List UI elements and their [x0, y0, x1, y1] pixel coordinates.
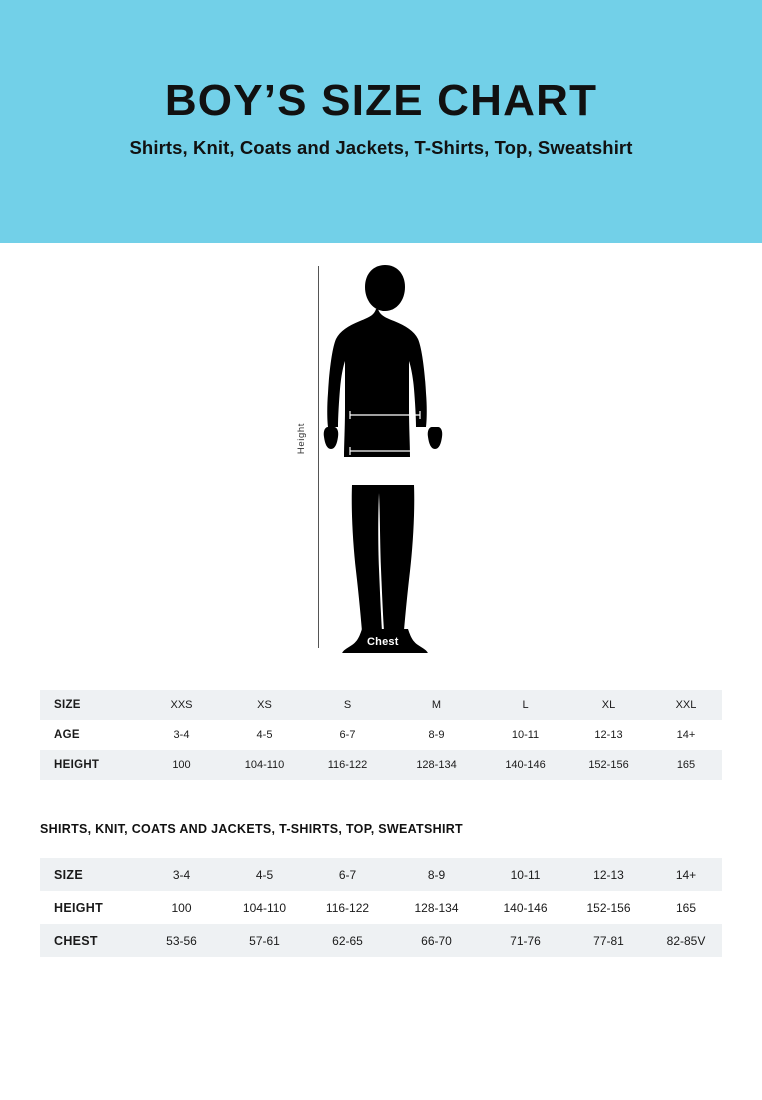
table-cell: XL — [567, 690, 650, 720]
waist-measure-label: Waist — [374, 673, 404, 685]
table-cell: 12-13 — [567, 720, 650, 750]
figure-area — [0, 243, 762, 685]
table-cell: 53-56 — [140, 924, 223, 957]
table-cell: 152-156 — [567, 750, 650, 780]
table-cell: 100 — [140, 891, 223, 924]
table-row — [40, 750, 722, 780]
chest-measure-label: Chest — [367, 636, 399, 648]
height-axis-label: Height — [296, 423, 307, 455]
section-title: SHIRTS, KNIT, COATS AND JACKETS, T-SHIRTS, TOP, SWEATSHIRT — [40, 822, 463, 836]
table-row — [40, 891, 722, 924]
table-cell: XS — [223, 690, 306, 720]
size-age-height-table — [40, 690, 722, 780]
table-cell: 3-4 — [140, 720, 223, 750]
table-cell: 8-9 — [389, 720, 484, 750]
row-header: HEIGHT — [40, 750, 140, 780]
table-cell: 116-122 — [306, 750, 389, 780]
table-cell: 14+ — [650, 720, 722, 750]
table-cell: 6-7 — [306, 858, 389, 891]
table-cell: 4-5 — [223, 720, 306, 750]
table-row — [40, 690, 722, 720]
height-axis-line — [318, 266, 319, 648]
boy-silhouette-icon — [320, 263, 450, 653]
table-cell: 116-122 — [306, 891, 389, 924]
page-subtitle: Shirts, Knit, Coats and Jackets, T-Shirts, Top, Sweatshirt — [129, 137, 633, 159]
table-cell: 77-81 — [567, 924, 650, 957]
page-title: BOY’S SIZE CHART — [164, 76, 598, 125]
table-cell: 10-11 — [484, 720, 567, 750]
table-cell: 165 — [650, 750, 722, 780]
table-cell: 14+ — [650, 858, 722, 891]
table-cell: 12-13 — [567, 858, 650, 891]
table-row — [40, 720, 722, 750]
row-header: SIZE — [40, 690, 140, 720]
table-cell: 165 — [650, 891, 722, 924]
size-height-chest-table — [40, 858, 722, 957]
table-cell: 104-110 — [223, 750, 306, 780]
table-cell: 10-11 — [484, 858, 567, 891]
table-cell: 62-65 — [306, 924, 389, 957]
table-cell: L — [484, 690, 567, 720]
table-cell: 100 — [140, 750, 223, 780]
table-row — [40, 858, 722, 891]
table-cell: 128-134 — [389, 750, 484, 780]
table-cell: M — [389, 690, 484, 720]
row-header: SIZE — [40, 858, 140, 891]
table-cell: 104-110 — [223, 891, 306, 924]
table-cell: 66-70 — [389, 924, 484, 957]
table-row — [40, 924, 722, 957]
table-cell: S — [306, 690, 389, 720]
page-header — [0, 0, 762, 243]
row-header: HEIGHT — [40, 891, 140, 924]
table-cell: 152-156 — [567, 891, 650, 924]
table-cell: 6-7 — [306, 720, 389, 750]
table-cell: 8-9 — [389, 858, 484, 891]
table-cell: 71-76 — [484, 924, 567, 957]
table-cell: 4-5 — [223, 858, 306, 891]
table-cell: 128-134 — [389, 891, 484, 924]
table-cell: XXS — [140, 690, 223, 720]
table-cell: 57-61 — [223, 924, 306, 957]
table-cell: 140-146 — [484, 750, 567, 780]
table-cell: 140-146 — [484, 891, 567, 924]
table-cell: 82-85V — [650, 924, 722, 957]
table-cell: 3-4 — [140, 858, 223, 891]
table-cell: XXL — [650, 690, 722, 720]
row-header: AGE — [40, 720, 140, 750]
row-header: CHEST — [40, 924, 140, 957]
